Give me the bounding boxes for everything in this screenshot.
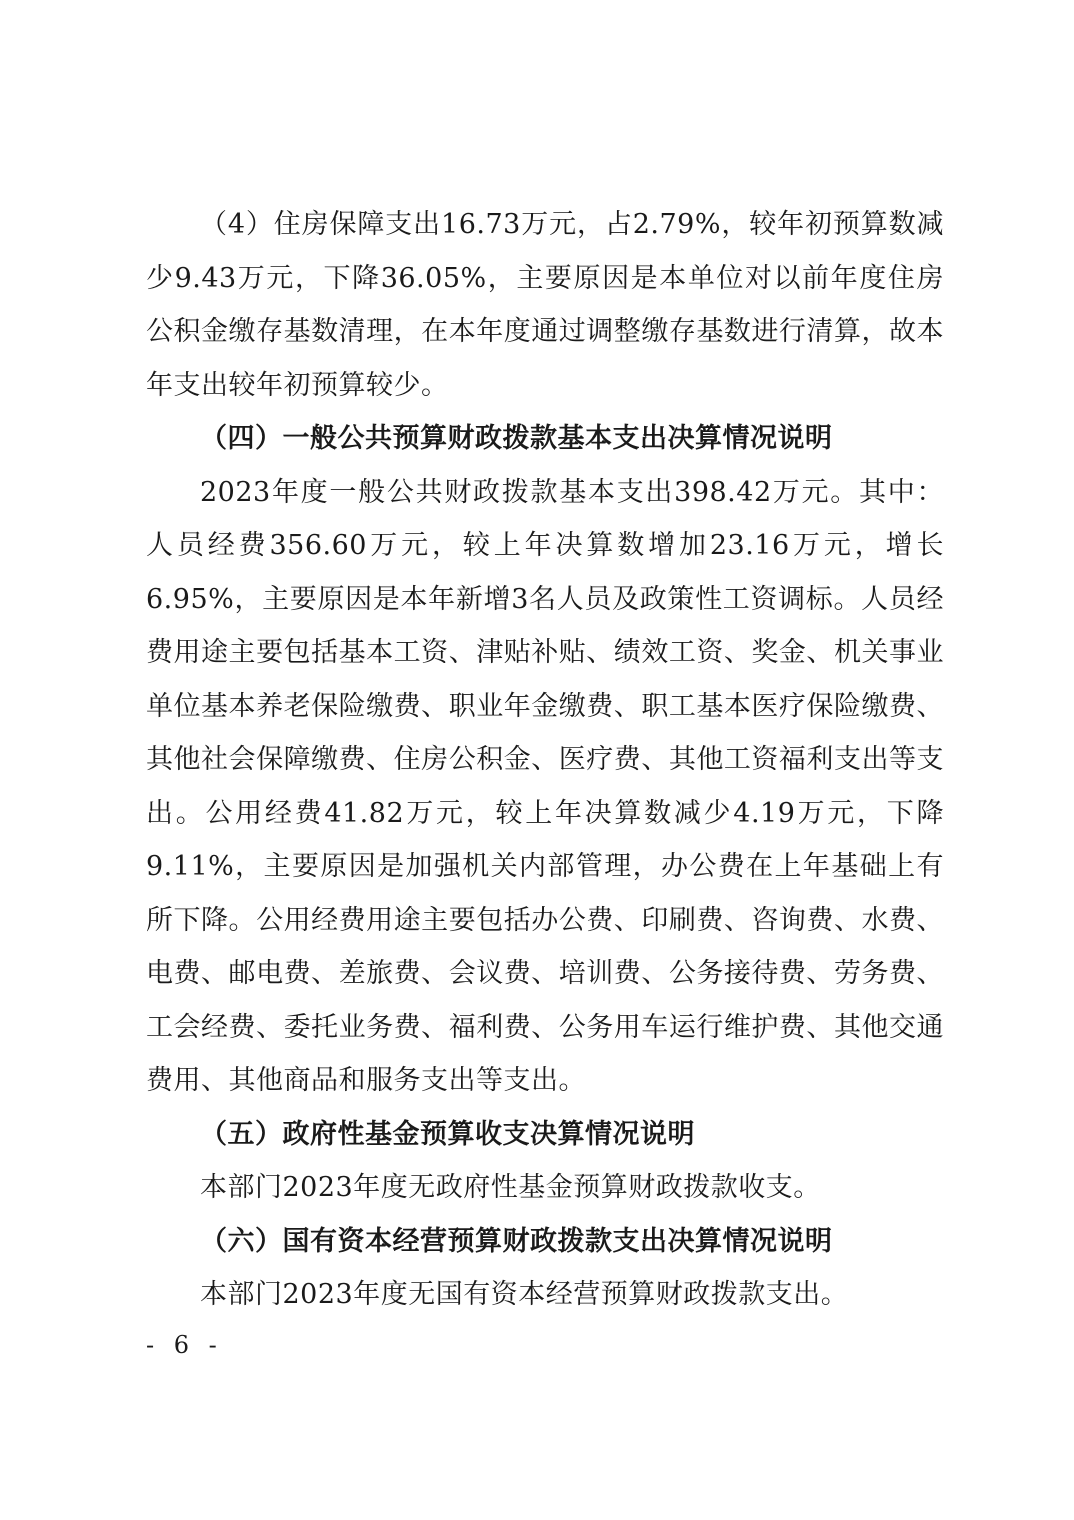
page-number: - 6 - [146,1331,223,1359]
paragraph-basic-expenditure: 2023年度一般公共财政拨款基本支出398.42万元。其中：人员经费356.60万元，较上年决算数增加23.16万元，增长6.95%，主要原因是本年新增3名人员及政策性工资调标。人员经费用途主要包括基本工资、津贴补贴、绩效工资、奖金、机关事业单位基本养老保险缴费、职业年金缴费、职工基本医疗保险缴费、其他社会保障缴费、住房公积金、医疗费、其他工资福利支出等支出。公用经费41.82万元，较上年决算数减少4.19万元，下降9.11%，主要原因是加强机关内部管理，办公费在上年基础上有所下降。公用经费用途主要包括办公费、印刷费、咨询费、水费、电费、邮电费、差旅费、会议费、培训费、公务接待费、劳务费、工会经费、委托业务费、福利费、公务用车运行维护费、其他交通费用、其他商品和服务支出等支出。 [146,476,944,1096]
section-heading-government-fund: （五）政府性基金预算收支决算情况说明 [200,1118,695,1150]
paragraph-state-capital: 本部门2023年度无国有资本经营预算财政拨款支出。 [200,1279,849,1310]
paragraph-housing-expenditure: （4）住房保障支出16.73万元，占2.79%，较年初预算数减少9.43万元，下降36.05%，主要原因是本单位对以前年度住房公积金缴存基数清理，在本年度通过调整缴存基数进行清算，故本年支出较年初预算较少。 [146,209,944,401]
section-heading-basic-expenditure: （四）一般公共预算财政拨款基本支出决算情况说明 [200,423,833,454]
document-body [146,198,944,1322]
section-heading-state-capital: （六）国有资本经营预算财政拨款支出决算情况说明 [200,1225,833,1257]
paragraph-government-fund: 本部门2023年度无政府性基金预算财政拨款收支。 [200,1172,821,1203]
